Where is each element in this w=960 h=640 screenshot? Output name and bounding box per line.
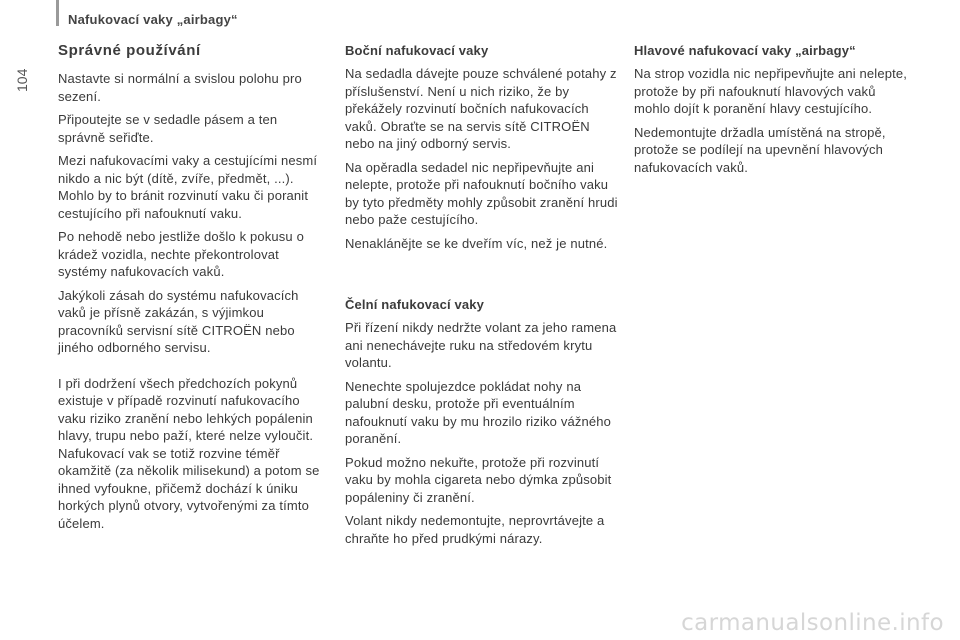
paragraph: Po nehodě nebo jestliže došlo k pokusu o krádež vozidla, nechte překontrolovat systémy nafukovacích vaků. [58, 229, 304, 279]
paragraph: Nedemontujte držadla umístěná na stropě, protože se podílejí na upevnění hlavových nafukovacích vaků. [634, 124, 886, 175]
paragraph: Pokud možno nekuřte, protože při rozvinutí vaku by mohla cigareta nebo dýmka způsobit popáleniny či zranění. [345, 454, 612, 505]
paragraph: Při řízení nikdy nedržte volant za jeho ramena ani nenechávejte ruku na středovém krytu volantu. [345, 320, 617, 370]
paragraph: Na opěradla sedadel nic nepřipevňujte ani nelepte, protože při nafouknutí bočního vaku by tyto předměty mohly způsobit zranění hrudi nebo paže cestujícího. [345, 159, 618, 227]
paragraph: Volant nikdy nedemontujte, neprovrtávejte a chraňte ho před prudkými nárazy. [345, 513, 605, 546]
paragraph: Jakýkoli zásah do systému nafukovacích vaků je přísně zakázán, s výjimkou pracovníků servisní sítě CITROËN nebo jiného odborného servisu. [58, 287, 299, 355]
paragraph: Nastavte si normální a svislou polohu pro sezení. [58, 71, 302, 104]
section-title: Nafukovací vaky „airbagy“ [68, 12, 238, 27]
heading-correct-use: Správné používání [58, 42, 201, 59]
paragraph: Připoutejte se v sedadle pásem a ten správně seřiďte. [58, 112, 278, 145]
page-number-wrap [14, 62, 34, 92]
watermark-text: carmanualsonline.info [681, 610, 944, 636]
paragraph: Nenaklánějte se ke dveřím víc, než je nutné. [345, 235, 608, 251]
heading-side-airbags: Boční nafukovací vaky [345, 43, 489, 58]
paragraph: Mezi nafukovacími vaky a cestujícími nesmí nikdo a nic být (dítě, zvíře, předmět, ...). Mohlo by to bránit rozvinutí vaku či poranit cestujícího při nafouknutí vaku. [58, 153, 318, 221]
spacer [58, 363, 323, 375]
page-number: 104 [14, 68, 30, 92]
column-head-airbags [634, 42, 914, 182]
paragraph: I při dodržení všech předchozích pokynů existuje v případě rozvinutí nafukovacího vaku riziko zranění nebo lehkých popálenin hlavy, trupu nebo paží, které nelze vyloučit. Nafukovací vak se totiž rozvine téměř okamžitě (za několik milisekund) a potom se ihned vyfoukne, přičemž dochází k úniku horkých plynů otvory, vytvořenými za tímto účelem. [58, 375, 320, 531]
heading-front-airbags: Čelní nafukovací vaky [345, 297, 484, 312]
paragraph: Nenechte spolujezdce pokládat nohy na palubní desku, protože při eventuálním nafouknutí vaku by mu hrozilo riziko vážného poranění. [345, 378, 612, 446]
paragraph: Na sedadla dávejte pouze schválené potahy z příslušenství. Není u nich riziko, že by překážely rozvinutí bočních nafukovacích vaků. Obraťte se na servis sítě CITROËN nebo na jiný odborný servis. [345, 66, 617, 151]
header-accent-bar [56, 0, 59, 26]
heading-head-airbags: Hlavové nafukovací vaky „airbagy“ [634, 43, 856, 58]
column-correct-use [58, 42, 323, 538]
spacer [345, 258, 620, 296]
paragraph: Na strop vozidla nic nepřipevňujte ani nelepte, protože by při nafouknutí hlavových vaků mohlo dojít k poranění hlavy cestujícího. [634, 66, 907, 116]
column-side-front-airbags [345, 42, 620, 553]
